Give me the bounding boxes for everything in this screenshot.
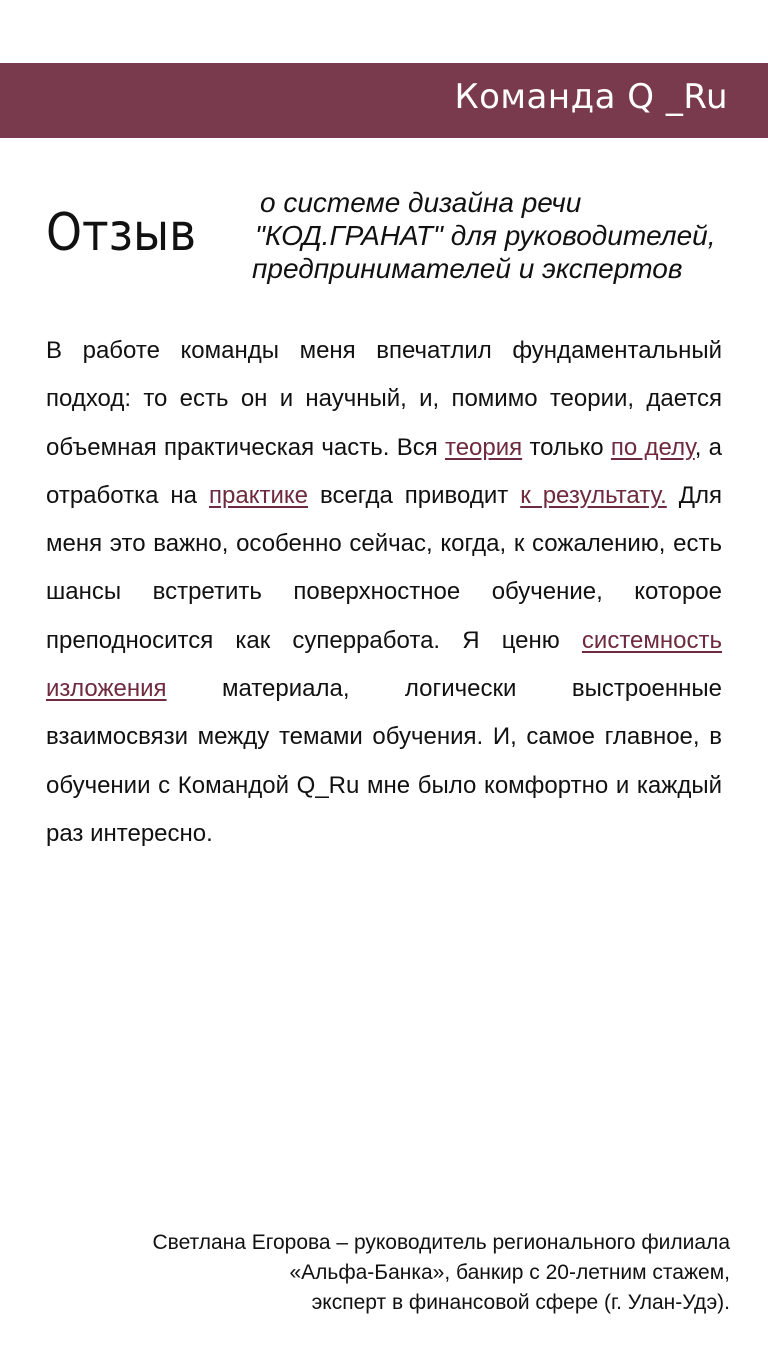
author-line: эксперт в финансовой сфере (г. Улан-Удэ). xyxy=(311,1291,730,1314)
subtitle-line: о системе дизайна речи xyxy=(260,187,582,218)
link-systematic-presentation[interactable]: системность изложения xyxy=(46,626,722,703)
review-text xyxy=(46,327,722,858)
author-line: «Альфа-Банка», банкир с 20-летним стажем, xyxy=(289,1261,730,1284)
review-subtitle xyxy=(252,186,742,285)
author-line: Светлана Егорова – руководитель регионального филиала xyxy=(152,1231,730,1254)
review-text-segment: материала, логически выстроенные взаимосвязи между темами обучения. И, самое главное, в обучении с Командой Q_Ru мне было комфортно и каждый раз интересно. xyxy=(46,675,722,847)
review-text-segment: В работе команды меня впечатлил фундаментальный подход: то есть он и научный, и, помимо теории, дается объемная практическая часть. Вся xyxy=(46,337,722,461)
link-theory[interactable]: теория xyxy=(444,433,523,461)
page-title: Отзыв xyxy=(46,203,197,263)
review-text-segment: Для меня это важно, особенно сейчас, когда, к сожалению, есть шансы встретить поверхностное обучение, которое преподносится как суперработа. Я ценю xyxy=(46,481,723,654)
link-practice[interactable]: практике xyxy=(209,481,308,509)
header-banner xyxy=(0,63,768,138)
review-text-segment: только xyxy=(522,433,611,461)
link-result[interactable]: к результату. xyxy=(520,481,667,509)
link-to-the-point[interactable]: по делу xyxy=(610,433,695,461)
review-text-segment: всегда приводит xyxy=(307,481,521,509)
author-signature xyxy=(90,1228,730,1318)
subtitle-line: предпринимателей и экспертов xyxy=(252,253,683,284)
subtitle-line: "КОД.ГРАНАТ" для руководителей, xyxy=(255,220,716,251)
brand-title: Команда Q _Ru xyxy=(454,77,728,117)
review-text-segment: , а отработка на xyxy=(46,433,723,509)
